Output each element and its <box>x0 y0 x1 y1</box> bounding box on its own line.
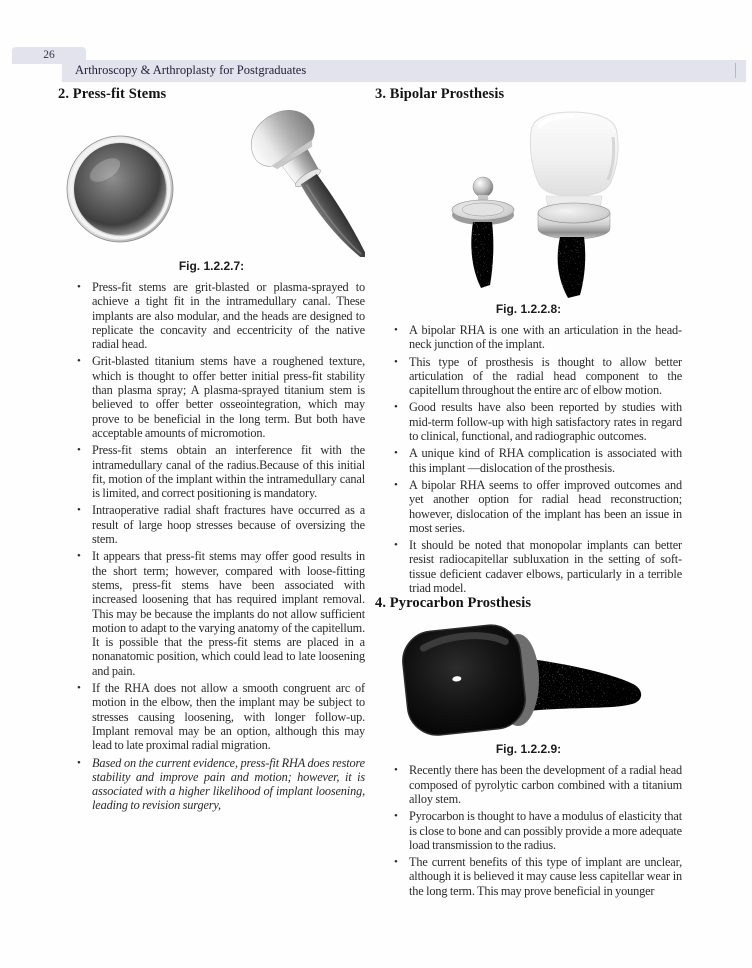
press-fit-figure-photo <box>58 107 365 257</box>
bullet-marker: • <box>394 355 398 368</box>
right-column <box>375 86 682 898</box>
figure-bipolar <box>375 107 682 300</box>
bullet-marker: • <box>77 682 81 695</box>
bullet-text: Press-fit stems obtain an interference fit with the intramedullary canal of the radius.Because of this initial fit, motion of the implant within the intramedullary canal is limited, and correct positioning is mandatory. <box>92 443 365 501</box>
bullet-marker: • <box>394 810 398 823</box>
bullet-item <box>375 446 682 475</box>
bullet-item <box>58 354 365 440</box>
figure-caption-1229: Fig. 1.2.2.9: <box>495 742 562 757</box>
bullet-marker: • <box>77 504 81 517</box>
bullet-marker: • <box>77 281 81 293</box>
bullet-text: A bipolar RHA is one with an articulation in the head-neck junction of the implant. <box>409 323 682 352</box>
pyrocarbon-implant-photo <box>400 623 641 739</box>
bullet-item <box>375 855 682 898</box>
bullet-item <box>375 323 682 352</box>
figure-press-fit <box>58 107 365 257</box>
bullet-item <box>58 280 365 351</box>
bullet-marker: • <box>394 447 398 460</box>
bullet-text: It should be noted that monopolar implants can better resist radiocapitellar subluxation in the setting of soft-tissue deficient cadaver elbows, particularly in a terrible triad model. <box>409 538 682 596</box>
bullet-text: Recently there has been the development of a radial head composed of pyrolytic carbon combined with a titanium alloy stem. <box>409 763 682 806</box>
figure-pyrocarbon <box>375 616 682 740</box>
left-column <box>58 86 365 813</box>
running-header-title: Arthroscopy & Arthroplasty for Postgraduates <box>75 63 307 77</box>
bullet-item <box>375 355 682 398</box>
bullet-marker: • <box>77 444 81 457</box>
bullet-text: The current benefits of this type of implant are unclear, although it is believed it may cause less capitellar wear in the long term. This may prove beneficial in younger <box>409 855 682 898</box>
bullet-text: If the RHA does not allow a smooth congruent arc of motion in the elbow, then the implant may be subject to stresses causing loosening, with longer follow-up. Implant removal may be an option, although this may lead to late proximal radial migration. <box>92 681 365 753</box>
bullet-item <box>375 478 682 535</box>
page-number: 26 <box>43 49 55 61</box>
bullet-text: Good results have also been reported by studies with mid-term follow-up with high satisfactory rates in regard to clinical, functional, and radiographic outcomes. <box>409 400 682 444</box>
bullet-marker: • <box>394 478 398 491</box>
bullet-item <box>375 763 682 806</box>
bullet-marker: • <box>394 324 398 336</box>
figure-caption-1227: Fig. 1.2.2.7: <box>178 259 245 273</box>
pyrocarbon-figure-photo <box>375 616 682 740</box>
bullet-marker: • <box>394 856 398 869</box>
bullet-item <box>375 538 682 595</box>
bullet-text: Intraoperative radial shaft fractures have occurred as a result of large hoop stresses because of oversizing the stem. <box>92 503 365 547</box>
bullet-item <box>58 443 365 500</box>
bullet-marker: • <box>394 539 398 552</box>
bullet-text: Based on the current evidence, press-fit RHA does restore stability and improve pain and motion; however, it is associated with a higher likelihood of implant loosening, leading to revision surgery, <box>92 755 365 813</box>
figure-caption-1228: Fig. 1.2.2.8: <box>495 302 562 316</box>
radial-head-cap-photo <box>67 136 173 242</box>
bullet-marker: • <box>77 355 81 368</box>
running-header-bar <box>62 60 746 81</box>
bipolar-figure-photo <box>375 107 682 300</box>
bullet-item <box>58 549 365 678</box>
bipolar-bullet-list <box>375 323 682 595</box>
bullet-marker: • <box>394 764 398 777</box>
bullet-item <box>375 809 682 852</box>
bullet-marker: • <box>394 401 398 414</box>
bipolar-head-photo <box>530 112 618 298</box>
bullet-item <box>375 400 682 443</box>
section-heading-press-fit: 2. Press-fit Stems <box>58 86 167 102</box>
bullet-item <box>58 503 365 546</box>
pyrocarbon-bullet-list <box>375 763 682 898</box>
bullet-marker: • <box>77 550 81 563</box>
bullet-text: This type of prosthesis is thought to allow better articulation of the radial head component to the capitellum throughout the entire arc of elbow motion. <box>409 354 682 398</box>
bullet-text: It appears that press-fit stems may offer good results in the short term; however, compared with loose-fitting stems, press-fit stems have been associated with increased loosening that has required implant removal. This may be because the implants do not allow sufficient motion to adapt to the varying anatomy of the capitellum. It is possible that the press-fit stems are placed in a nonanatomic position, which could lead to late loosening and pain. <box>92 549 365 678</box>
bullet-item <box>58 756 365 813</box>
press-fit-stem-photo <box>240 107 365 257</box>
header-divider <box>735 63 736 78</box>
press-fit-bullet-list <box>58 280 365 813</box>
bullet-item <box>58 681 365 752</box>
bullet-text: Press-fit stems are grit-blasted or plasma-sprayed to achieve a tight fit in the intramedullary canal. These implants are also modular, and the heads are designed to replicate the concavity and eccentricity of the native radial head. <box>92 280 365 352</box>
bipolar-stem-photo <box>452 177 514 288</box>
section-heading-bipolar: 3. Bipolar Prosthesis <box>375 86 505 102</box>
bullet-text: Grit-blasted titanium stems have a roughened texture, which is thought to offer better initial press-fit stability than plasma spray; A plasma-sprayed titanium stem is believed to offer better osseointegration, which may prove to be beneficial in the long term. But both have acceptable amounts of micromotion. <box>92 354 365 440</box>
bullet-marker: • <box>77 756 81 769</box>
bullet-text: A unique kind of RHA complication is associated with this implant —dislocation of the prosthesis. <box>409 446 682 475</box>
bullet-text: Pyrocarbon is thought to have a modulus of elasticity that is close to bone and can possibly provide a more adequate load transmission to the radius. <box>409 809 682 852</box>
section-heading-pyrocarbon: 4. Pyrocarbon Prosthesis <box>375 595 532 612</box>
bullet-text: A bipolar RHA seems to offer improved outcomes and yet another option for radial head reconstruction; however, dislocation of the implant has been an issue in most series. <box>409 477 682 535</box>
